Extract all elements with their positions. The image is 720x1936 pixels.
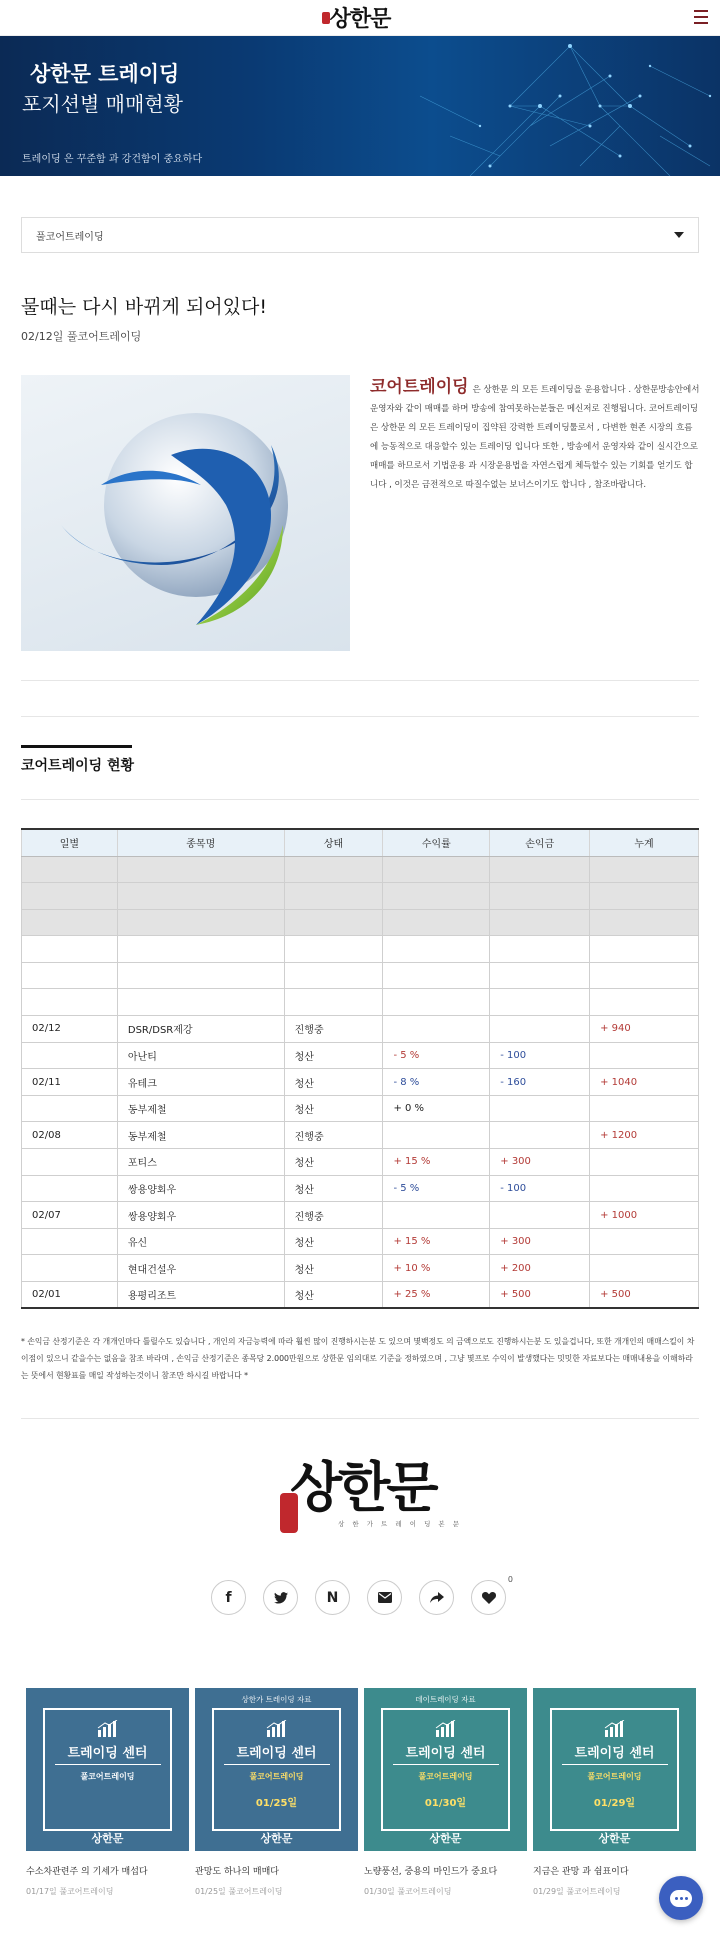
col-header-rate: 수익률: [383, 829, 490, 856]
cell-pnl: + 500: [490, 1282, 590, 1309]
like-count: 0: [507, 1575, 513, 1584]
cell-pnl: + 200: [490, 1255, 590, 1282]
cell-total: [590, 1042, 699, 1069]
twitter-share-icon[interactable]: [263, 1580, 298, 1615]
cell-status: 청산: [284, 1149, 383, 1176]
card-meta: 01/25일 풀코어트레이딩: [195, 1887, 283, 1896]
chevron-down-icon: [674, 232, 684, 238]
card-thumbnail: [533, 1688, 696, 1851]
network-arrow-graphic: [390, 36, 720, 176]
cell-name: 쌍용양회우: [117, 1202, 284, 1229]
cell-rate: + 15 %: [383, 1149, 490, 1176]
card-meta: 01/17일 풀코어트레이딩: [26, 1887, 114, 1896]
table-row-empty: [22, 936, 699, 963]
card-date: 01/25일: [255, 1798, 298, 1809]
hero-banner: [0, 36, 720, 176]
cell-pnl: [490, 1202, 590, 1229]
cell-rate: - 5 %: [383, 1175, 490, 1202]
cell-rate: [383, 1202, 490, 1229]
cell-name: 아난티: [117, 1042, 284, 1069]
table-row: [22, 1042, 699, 1069]
card-logo: 상한문: [429, 1832, 462, 1845]
table-row-empty: [22, 909, 699, 936]
table-row: [22, 1095, 699, 1122]
cell-rate: + 25 %: [383, 1282, 490, 1309]
table-row: [22, 1282, 699, 1309]
cell-name: 유신: [117, 1228, 284, 1255]
col-header-pnl: 손익금: [490, 829, 590, 856]
cell-rate: - 5 %: [383, 1042, 490, 1069]
cell-total: [590, 1255, 699, 1282]
cell-name: 포티스: [117, 1149, 284, 1176]
table-row: [22, 1016, 699, 1043]
cell-date: [22, 1175, 118, 1202]
cell-pnl: [490, 1122, 590, 1149]
cell-date: [22, 1255, 118, 1282]
hero-note: 트레이딩 은 꾸준함 과 강건함이 중요하다: [22, 154, 203, 165]
description-text: 은 상한문 의 모든 트레이딩을 운용합니다 . 상한문방송안에서 운영자와 같이 매매를 하며 방송에 참여못하는분들은 메신저로 진행됩니다. 코어트레이딩은 상한문 의 모든 트레이딩이 집약된 강력한 트레이딩툴로서 , 다변한 현존 시장의 흐름에 능동적으로 대응할수 있는 트레이딩 입니다 또한 , 방송에서 운영자와 같이 실시간으로 매매를 하므로서 기법운용 과 시장운용법을 자연스럽게 체득할수 있는 기회를 얻기도 합니다 , 이것은 금전적으로 따질수없는 보너스이기도 합니다 , 참조바랍니다.: [370, 385, 700, 490]
table-row: [22, 1149, 699, 1176]
bar-chart-icon: [435, 1720, 457, 1738]
bar-chart-icon: [97, 1720, 119, 1738]
card-name: 풀코어트레이딩: [587, 1772, 642, 1781]
cell-name: 쌍용양회우: [117, 1175, 284, 1202]
related-post-card[interactable]: [533, 1688, 696, 1897]
cell-rate: - 8 %: [383, 1069, 490, 1096]
section-accent-bar: [21, 745, 132, 748]
cell-total: [590, 1095, 699, 1122]
cell-status: 청산: [284, 1282, 383, 1309]
card-thumbnail: [26, 1688, 189, 1851]
chat-button[interactable]: [659, 1876, 703, 1920]
cell-status: 진행중: [284, 1202, 383, 1229]
card-logo: 상한문: [598, 1832, 631, 1845]
card-caption: 수소차관련주 의 기세가 매섭다: [26, 1867, 148, 1877]
cell-status: 진행중: [284, 1016, 383, 1043]
col-header-status: 상태: [284, 829, 383, 856]
category-select-value: 풀코어트레이딩: [36, 231, 104, 243]
logo-seal-icon: [322, 12, 330, 24]
col-header-date: 일별: [22, 829, 118, 856]
card-top-label: 상한가 트레이딩 자료: [241, 1695, 312, 1704]
cell-status: 진행중: [284, 1122, 383, 1149]
card-name: 풀코어트레이딩: [249, 1772, 304, 1781]
card-caption: 관망도 하나의 매매다: [195, 1867, 279, 1877]
cell-date: [22, 1149, 118, 1176]
cell-date: 02/07: [22, 1202, 118, 1229]
table-row: [22, 1175, 699, 1202]
brand-logo: [280, 1445, 463, 1535]
col-header-total: 누계: [590, 829, 699, 856]
table-row: [22, 1202, 699, 1229]
cell-status: 청산: [284, 1042, 383, 1069]
table-row: [22, 1228, 699, 1255]
chat-bubble-icon: [670, 1890, 692, 1907]
share-arrow-icon[interactable]: [419, 1580, 454, 1615]
post-image: [21, 375, 350, 651]
cell-total: [590, 1175, 699, 1202]
card-name: 풀코어트레이딩: [80, 1772, 135, 1781]
card-date: 01/30일: [424, 1798, 467, 1809]
card-caption: 지금은 관망 과 쉼표이다: [533, 1867, 629, 1877]
facebook-share-icon[interactable]: f: [211, 1580, 246, 1615]
email-share-icon[interactable]: [367, 1580, 402, 1615]
cell-rate: + 15 %: [383, 1228, 490, 1255]
hero-title: 상한문 트레이딩: [30, 62, 180, 86]
card-caption: 노량풍선, 중용의 마인드가 중요다: [364, 1867, 498, 1877]
table-row: [22, 1255, 699, 1282]
site-header: [0, 0, 720, 36]
cell-rate: + 0 %: [383, 1095, 490, 1122]
cell-total: [590, 1149, 699, 1176]
card-title: 트레이딩 센터: [574, 1746, 655, 1761]
cell-status: 청산: [284, 1255, 383, 1282]
divider: [21, 799, 699, 800]
cell-pnl: [490, 1016, 590, 1043]
cell-rate: [383, 1122, 490, 1149]
cell-status: 청산: [284, 1095, 383, 1122]
cell-pnl: + 300: [490, 1149, 590, 1176]
cell-pnl: + 300: [490, 1228, 590, 1255]
card-thumbnail: [195, 1688, 358, 1851]
related-post-card[interactable]: [26, 1688, 189, 1897]
cell-rate: [383, 1016, 490, 1043]
cell-pnl: - 160: [490, 1069, 590, 1096]
divider: [21, 716, 699, 717]
table-header-row: [22, 829, 699, 856]
cell-date: [22, 1228, 118, 1255]
cell-total: + 940: [590, 1016, 699, 1043]
cell-date: 02/01: [22, 1282, 118, 1309]
share-bar: [211, 1575, 513, 1615]
logo-text: 상한문: [329, 6, 391, 32]
cell-pnl: - 100: [490, 1042, 590, 1069]
cell-status: 청산: [284, 1175, 383, 1202]
cell-total: + 1200: [590, 1122, 699, 1149]
post-meta: 02/12일 풀코어트레이딩: [21, 330, 142, 343]
cell-name: 현대건설우: [117, 1255, 284, 1282]
hamburger-menu-icon[interactable]: [694, 10, 708, 24]
cell-date: 02/12: [22, 1016, 118, 1043]
card-thumbnail: [364, 1688, 527, 1851]
cell-date: 02/11: [22, 1069, 118, 1096]
cell-total: + 1040: [590, 1069, 699, 1096]
card-title: 트레이딩 센터: [236, 1746, 317, 1761]
card-logo: 상한문: [260, 1832, 293, 1845]
cell-pnl: [490, 1095, 590, 1122]
brand-tagline: 상 한 가 트 레 이 딩 본 문: [338, 1520, 463, 1528]
card-meta: 01/30일 풀코어트레이딩: [364, 1887, 452, 1896]
description-highlight: 코어트레이딩: [370, 377, 469, 397]
cell-date: 02/08: [22, 1122, 118, 1149]
post-title: 물때는 다시 바뀌게 되어있다!: [21, 296, 267, 318]
cell-total: + 500: [590, 1282, 699, 1309]
cell-date: [22, 1042, 118, 1069]
related-posts: [26, 1688, 696, 1897]
cell-name: 동부제철: [117, 1095, 284, 1122]
table-row-empty: [22, 989, 699, 1016]
card-meta: 01/29일 풀코어트레이딩: [533, 1887, 621, 1896]
footnote: * 손익금 산정기준은 각 개개인마다 틀릴수도 있습니다 , 개인의 자금능력에 따라 훨씬 많이 진행하시는분 도 있으며 몇백정도 의 금액으로도 진행하시는분 도 있을겁니다, 또한 개개인의 매매스킬이 차이점이 있으니 같을수는 없음을 참조 바라며 , 손익금 산정기준은 종목당 2.000만원으로 상한문 임의대로 기준을 정하였으며 , 그냥 몇프로 수익이 발생했다는 밋밋한 자료보다는 매매내용을 이해하라는 뜻에서 현황표를 매일 작성하는것이니 참조만 하시길 바랍니다 *: [21, 1337, 695, 1380]
divider: [21, 1418, 699, 1419]
like-heart-icon[interactable]: [471, 1575, 513, 1615]
related-post-card[interactable]: [364, 1688, 527, 1897]
card-title: 트레이딩 센터: [405, 1746, 486, 1761]
table-row-empty: [22, 962, 699, 989]
cell-total: [590, 1228, 699, 1255]
table-row: [22, 1122, 699, 1149]
divider: [21, 680, 699, 681]
cell-name: 유테크: [117, 1069, 284, 1096]
section-title: 코어트레이딩 현황: [21, 758, 135, 774]
trading-status-table: [21, 828, 699, 1309]
table-row-empty: [22, 883, 699, 910]
cell-rate: + 10 %: [383, 1255, 490, 1282]
cell-name: 동부제철: [117, 1122, 284, 1149]
card-title: 트레이딩 센터: [67, 1746, 148, 1761]
card-name: 풀코어트레이딩: [418, 1772, 473, 1781]
card-date: 01/29일: [593, 1798, 636, 1809]
cell-total: + 1000: [590, 1202, 699, 1229]
table-row-empty: [22, 856, 699, 883]
brand-logo-text: 상한문: [290, 1455, 435, 1519]
cell-name: DSR/DSR제강: [117, 1016, 284, 1043]
cell-pnl: - 100: [490, 1175, 590, 1202]
bar-chart-icon: [266, 1720, 288, 1738]
swirl-logo-graphic: [21, 375, 350, 651]
cell-name: 용평리조트: [117, 1282, 284, 1309]
hero-subtitle: 포지션별 매매현황: [22, 92, 183, 116]
naver-share-icon[interactable]: N: [315, 1580, 350, 1615]
bar-chart-icon: [604, 1720, 626, 1738]
cell-date: [22, 1095, 118, 1122]
related-post-card[interactable]: [195, 1688, 358, 1897]
card-top-label: 데이트레이딩 자료: [415, 1695, 476, 1704]
table-row: [22, 1069, 699, 1096]
cell-status: 청산: [284, 1228, 383, 1255]
col-header-name: 종목명: [117, 829, 284, 856]
card-logo: 상한문: [91, 1832, 124, 1845]
category-select[interactable]: [21, 217, 699, 253]
site-logo[interactable]: [330, 2, 391, 33]
post-description: [370, 378, 700, 495]
cell-status: 청산: [284, 1069, 383, 1096]
